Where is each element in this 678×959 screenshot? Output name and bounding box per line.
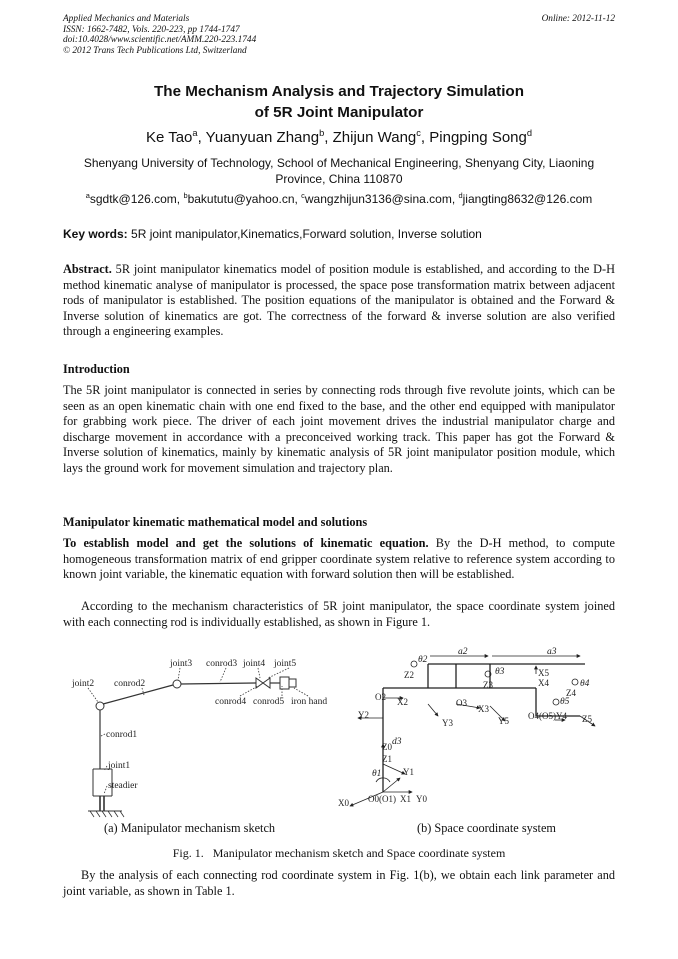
iron-hand-body xyxy=(280,677,289,689)
author-name: Zhijun Wang xyxy=(332,129,417,146)
iron-hand-jaw xyxy=(289,679,296,687)
label-X1: X1 xyxy=(400,794,411,804)
author-list xyxy=(63,128,615,148)
label-conrod1: conrod1 xyxy=(106,730,138,740)
label-joint4: joint4 xyxy=(243,659,266,669)
abstract xyxy=(63,262,615,340)
email-mark: a xyxy=(85,191,90,200)
title-line-1: The Mechanism Analysis and Trajectory Simulation xyxy=(154,83,524,100)
author-mark: a xyxy=(192,128,198,138)
space-coordinate-system xyxy=(330,646,630,816)
author-name: Pingping Song xyxy=(429,129,527,146)
joint5-symbol xyxy=(263,678,270,688)
email-address: jiangting8632@126.com xyxy=(462,192,593,206)
email-separator: , xyxy=(294,192,302,206)
online-date: Online: 2012-11-12 xyxy=(541,14,615,24)
mechanism-paragraph: According to the mechanism characteristics of 5R joint manipulator, the space coordinate system joined with each connecting rod is individually established, as shown in Figure 1. xyxy=(63,599,615,629)
label-Y5: Y5 xyxy=(498,716,509,726)
title-line-2: of 5R Joint Manipulator xyxy=(254,104,424,121)
label-O2: O2 xyxy=(375,692,386,702)
introduction-heading: Introduction xyxy=(63,362,130,376)
author-separator: , xyxy=(197,129,206,146)
conrod3-line xyxy=(181,683,256,684)
affiliation-line-2: Province, China 110870 xyxy=(275,171,403,186)
abstract-label: Abstract. xyxy=(63,262,112,276)
abstract-text: 5R joint manipulator kinematics model of position module is established, and according to the D-H method kinematic analyse of manipulator is processed, the space pose transformation matrix between adjacent rods of manipulator is established. The position equations of the manipulator is obtained and the Forward & Inverse solution of kinematics are got. The correctness of the forward & inverse solution are also verified through a engineering examples. xyxy=(63,262,615,339)
email-address: bakututu@yahoo.cn xyxy=(187,192,295,206)
author-mark: c xyxy=(416,128,421,138)
joint4-symbol xyxy=(256,678,263,688)
label-a2: a2 xyxy=(458,647,468,657)
author-separator: , xyxy=(324,129,333,146)
label-Y3: Y3 xyxy=(442,718,453,728)
keywords-label: Key words: xyxy=(63,227,128,241)
email-list xyxy=(63,191,615,207)
issn-line: ISSN: 1662-7482, Vols. 220-223, pp 1744-1747 xyxy=(63,24,240,35)
model-paragraph xyxy=(63,536,615,583)
introduction-text: The 5R joint manipulator is connected in series by connecting rods through five revolute joints, which can be seen as an open kinematic chain with one end fixed to the base, and the other end equipped with manipulator for grabbing work piece. The driver of each joint movement drives the industrial manipulator charge and discharge movement in accordance with a preconceived working track. This paper has got the Forward & Inverse solution of kinematics, mainly by kinematic analysis of 5R joint manipulator position module, which lays the ground work for movement simulation and trajectory plan. xyxy=(63,383,615,475)
label-X0: X0 xyxy=(338,798,349,808)
email-mark: c xyxy=(301,191,305,200)
figure-caption: Fig. 1. Manipulator mechanism sketch and Space coordinate system xyxy=(172,846,506,860)
email-mark: b xyxy=(183,191,188,200)
label-conrod4: conrod4 xyxy=(215,697,247,707)
author-name: Yuanyuan Zhang xyxy=(205,129,320,146)
closing-paragraph: By the analysis of each connecting rod coordinate system in Fig. 1(b), we obtain each link parameter and joint variable, as shown in Table 1. xyxy=(63,868,615,898)
label-X2: X2 xyxy=(397,697,408,707)
label-Y1: Y1 xyxy=(403,767,414,777)
author-name: Ke Tao xyxy=(145,129,193,146)
label-conrod5: conrod5 xyxy=(253,697,285,707)
email-separator: , xyxy=(176,192,184,206)
keywords xyxy=(63,227,615,242)
label-Z0: Z0 xyxy=(382,742,392,752)
journal-name: Applied Mechanics and Materials xyxy=(63,14,190,24)
label-theta2: θ2 xyxy=(418,655,428,665)
paper-title xyxy=(63,81,615,123)
label-theta4: θ4 xyxy=(580,679,590,689)
author-separator: , xyxy=(420,129,430,146)
label-Z3: Z3 xyxy=(483,680,493,690)
joint3-circle xyxy=(173,680,181,688)
label-O0O1: O0(O1) xyxy=(368,794,396,804)
label-Z2: Z2 xyxy=(404,670,414,680)
label-O4O5: O4(O5) xyxy=(528,711,556,721)
copyright-line: © 2012 Trans Tech Publications Ltd, Switzerland xyxy=(63,45,247,56)
author-mark: d xyxy=(526,128,533,138)
email-separator: , xyxy=(451,192,459,206)
label-d3: d3 xyxy=(392,737,402,747)
label-conrod2: conrod2 xyxy=(114,679,146,689)
section-heading: Manipulator kinematic mathematical model and solutions xyxy=(63,515,368,529)
label-iron-hand: iron hand xyxy=(291,697,328,707)
label-joint5: joint5 xyxy=(274,659,297,669)
label-Z1: Z1 xyxy=(382,754,392,764)
label-O3: O3 xyxy=(456,698,467,708)
caption-b: (b) Space coordinate system xyxy=(417,821,556,835)
label-steadier: steadier xyxy=(108,781,138,791)
label-X4: X4 xyxy=(538,678,549,688)
label-X5: X5 xyxy=(538,668,549,678)
model-paragraph-lead: To establish model and get the solutions of kinematic equation. xyxy=(63,536,429,550)
label-joint2: joint2 xyxy=(72,679,95,689)
label-Z4: Z4 xyxy=(566,688,576,698)
label-Z5: Z5 xyxy=(582,714,592,724)
label-theta3: θ3 xyxy=(495,667,505,677)
label-Y2: Y2 xyxy=(358,710,369,720)
label-a3: a3 xyxy=(547,647,557,657)
base-hatch xyxy=(90,811,124,817)
label-Y4: Y4 xyxy=(556,711,567,721)
label-X3: X3 xyxy=(478,704,489,714)
caption-a: (a) Manipulator mechanism sketch xyxy=(104,821,276,835)
email-address: wangzhijun3136@sina.com xyxy=(304,192,452,206)
author-mark: b xyxy=(319,128,325,138)
joint2-circle xyxy=(96,702,104,710)
keywords-text: 5R joint manipulator,Kinematics,Forward solution, Inverse solution xyxy=(127,227,482,241)
affiliation xyxy=(63,156,615,187)
label-theta5: θ5 xyxy=(560,697,570,707)
label-joint1: joint1 xyxy=(108,761,131,771)
email-mark: d xyxy=(458,191,463,200)
model-paragraph-text: By the D-H method, to compute homogeneous transformation matrix of end gripper coordinate system relative to reference system according to known joint variable, the kinematic equation with forward solution then will be established. xyxy=(63,536,615,582)
label-conrod3: conrod3 xyxy=(206,659,238,669)
label-joint3: joint3 xyxy=(170,659,193,669)
doi-line: doi:10.4028/www.scientific.net/AMM.220-223.1744 xyxy=(63,35,257,46)
label-Y0: Y0 xyxy=(416,794,427,804)
email-address: sgdtk@126.com xyxy=(89,192,177,206)
mechanism-sketch xyxy=(60,648,350,820)
label-theta1: θ1 xyxy=(372,769,382,779)
journal-header xyxy=(63,14,363,56)
affiliation-line-1: Shenyang University of Technology, School of Mechanical Engineering, Shenyang City, Liaoning xyxy=(83,156,595,170)
